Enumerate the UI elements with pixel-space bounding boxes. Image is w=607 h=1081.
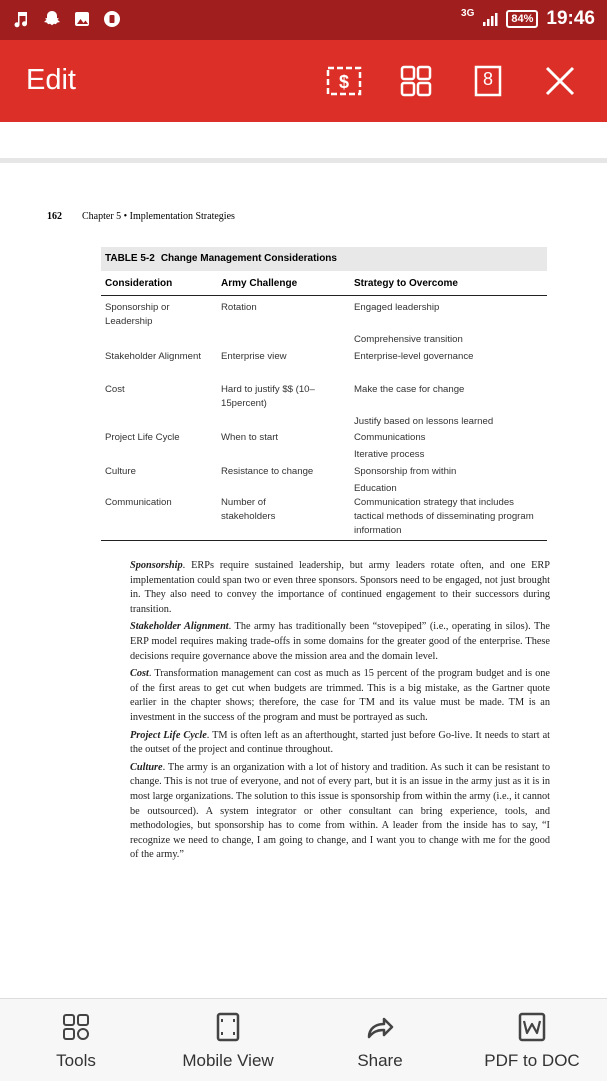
table-header-challenge: Army Challenge (221, 278, 298, 289)
signal-icon (482, 11, 498, 27)
table-cell: Sponsorship or Leadership (105, 302, 170, 327)
close-button[interactable] (541, 62, 579, 100)
svg-text:$: $ (338, 72, 350, 92)
table-cell: When to start (221, 432, 279, 443)
messenger-icon (102, 9, 122, 29)
gallery-icon (72, 9, 92, 29)
table-cell: Make the case for change (354, 384, 465, 395)
table-cell: Justify based on lessons learned (354, 416, 494, 427)
table-header-strategy: Strategy to Overcome (354, 278, 458, 289)
body-text (130, 559, 550, 866)
battery-indicator: 84% (506, 10, 538, 28)
paragraph-text: . ERPs require sustained leadership, but army leaders rotate often, and one ERP implementation could span two or even three sponsors. Sponsors need to be engaged, not just brought in. They also need to convey the importance of continued engagement to their successors during transition. (130, 560, 550, 615)
page-number: 162 (47, 211, 62, 222)
page-count-button[interactable] (469, 62, 507, 100)
paragraph (130, 620, 550, 664)
table-cell: Sponsorship from within (354, 466, 457, 477)
music-icon (12, 9, 32, 29)
snapchat-icon (42, 9, 62, 29)
pdf-to-doc-button[interactable] (474, 999, 590, 1081)
page-count: 8 (482, 69, 493, 89)
table-cell: Project Life Cycle (105, 432, 180, 443)
paragraph (130, 559, 550, 617)
pdf-to-doc-icon (516, 1011, 548, 1043)
table-cell: Iterative process (354, 449, 425, 460)
table-cell: Communication (105, 497, 172, 508)
share-button[interactable] (340, 999, 420, 1081)
app-bar (0, 40, 607, 122)
dollar-icon (325, 65, 363, 97)
table-cell: Comprehensive transition (354, 334, 463, 345)
table-cell: Number of stakeholders (221, 497, 276, 522)
paragraph-text: . Transformation management can cost as much as 15 percent of the program budget and is one of the first areas to get cut when budgets are trimmed. This is a big mistake, as the Gartner quote earlier in the chapter shows; therefore, the case for TM and its value must be made. TM is an investment in the success of the program and must be portrayed as such. (130, 668, 550, 723)
mobile-view-button[interactable] (168, 999, 288, 1081)
grid-view-button[interactable] (397, 62, 435, 100)
close-icon (543, 64, 577, 98)
pdf-to-doc-label: PDF to DOC (484, 1051, 580, 1070)
table-cell: Cost (105, 384, 125, 395)
paragraph-text: . The army has traditionally been “stovepiped” (i.e., operating in silos). The ERP model requires making trade-offs in some domains for the greater good of the enterprise. These decisions require governance above the mission area and the domain level. (130, 621, 550, 662)
table-caption (101, 247, 547, 271)
mobile-view-label: Mobile View (182, 1051, 274, 1070)
grid-view-icon (399, 64, 433, 98)
paragraph-lead: Stakeholder Alignment (130, 621, 229, 633)
paragraph (130, 761, 550, 863)
table-header-consideration: Consideration (105, 278, 173, 289)
share-icon (364, 1011, 396, 1043)
table-label: TABLE 5-2 (105, 253, 155, 264)
table-cell: Culture (105, 466, 136, 477)
table-cell: Engaged leadership (354, 302, 440, 313)
table-cell: Enterprise view (221, 351, 287, 362)
paragraph-text: . The army is an organization with a lot of history and tradition. As such it can be resistant to change. This is not true of everyone, and not of every part, but it is an issue in the army just as it is in most large organizations. The solution to this issue is sponsorship from within the army (i.e., it cannot be outsourced). A system integrator or other consultant can bring experience, tools, and methodologies, but sponsorship has to come from within. A leader from the inside has to say, “I recognize we need to change, I am going to change, and I want you to change with me for the good of the army.” (130, 761, 550, 861)
network-indicator: 3G (461, 7, 475, 19)
table-cell: Communications (354, 432, 426, 443)
table-cell: Stakeholder Alignment (105, 351, 201, 362)
bottom-toolbar (0, 998, 607, 1081)
tools-label: Tools (56, 1051, 96, 1070)
paragraph (130, 667, 550, 725)
clock: 19:46 (546, 8, 595, 29)
table-cell: Enterprise-level governance (354, 351, 474, 362)
paragraph-text: . TM is often left as an afterthought, started just before Go-live. It needs to start at the outset of the project and continue throughout. (130, 729, 550, 756)
document-page[interactable] (0, 163, 607, 998)
table-cell: Communication strategy that includes tactical methods of disseminating program information (354, 497, 534, 536)
share-label: Share (357, 1051, 403, 1070)
tools-icon (60, 1011, 92, 1043)
table-body (101, 295, 547, 541)
table-cell: Hard to justify $$ (10–15percent) (221, 384, 315, 409)
paragraph-lead: Culture (130, 761, 163, 773)
status-bar (0, 0, 607, 40)
table-header (101, 273, 547, 296)
paragraph-lead: Sponsorship (130, 560, 183, 571)
table-cell: Education (354, 483, 397, 494)
mobile-view-icon (212, 1011, 244, 1043)
chapter-header: Chapter 5 • Implementation Strategies (82, 211, 235, 222)
tools-button[interactable] (30, 999, 122, 1081)
page-title: Edit (26, 64, 76, 96)
dollar-button[interactable] (325, 62, 363, 100)
table-title: Change Management Considerations (160, 253, 337, 264)
paragraph-lead: Cost (130, 668, 149, 680)
table-cell: Rotation (221, 302, 257, 313)
paragraph-lead: Project Life Cycle (130, 729, 207, 741)
table-cell: Resistance to change (221, 466, 314, 477)
paragraph (130, 729, 550, 758)
